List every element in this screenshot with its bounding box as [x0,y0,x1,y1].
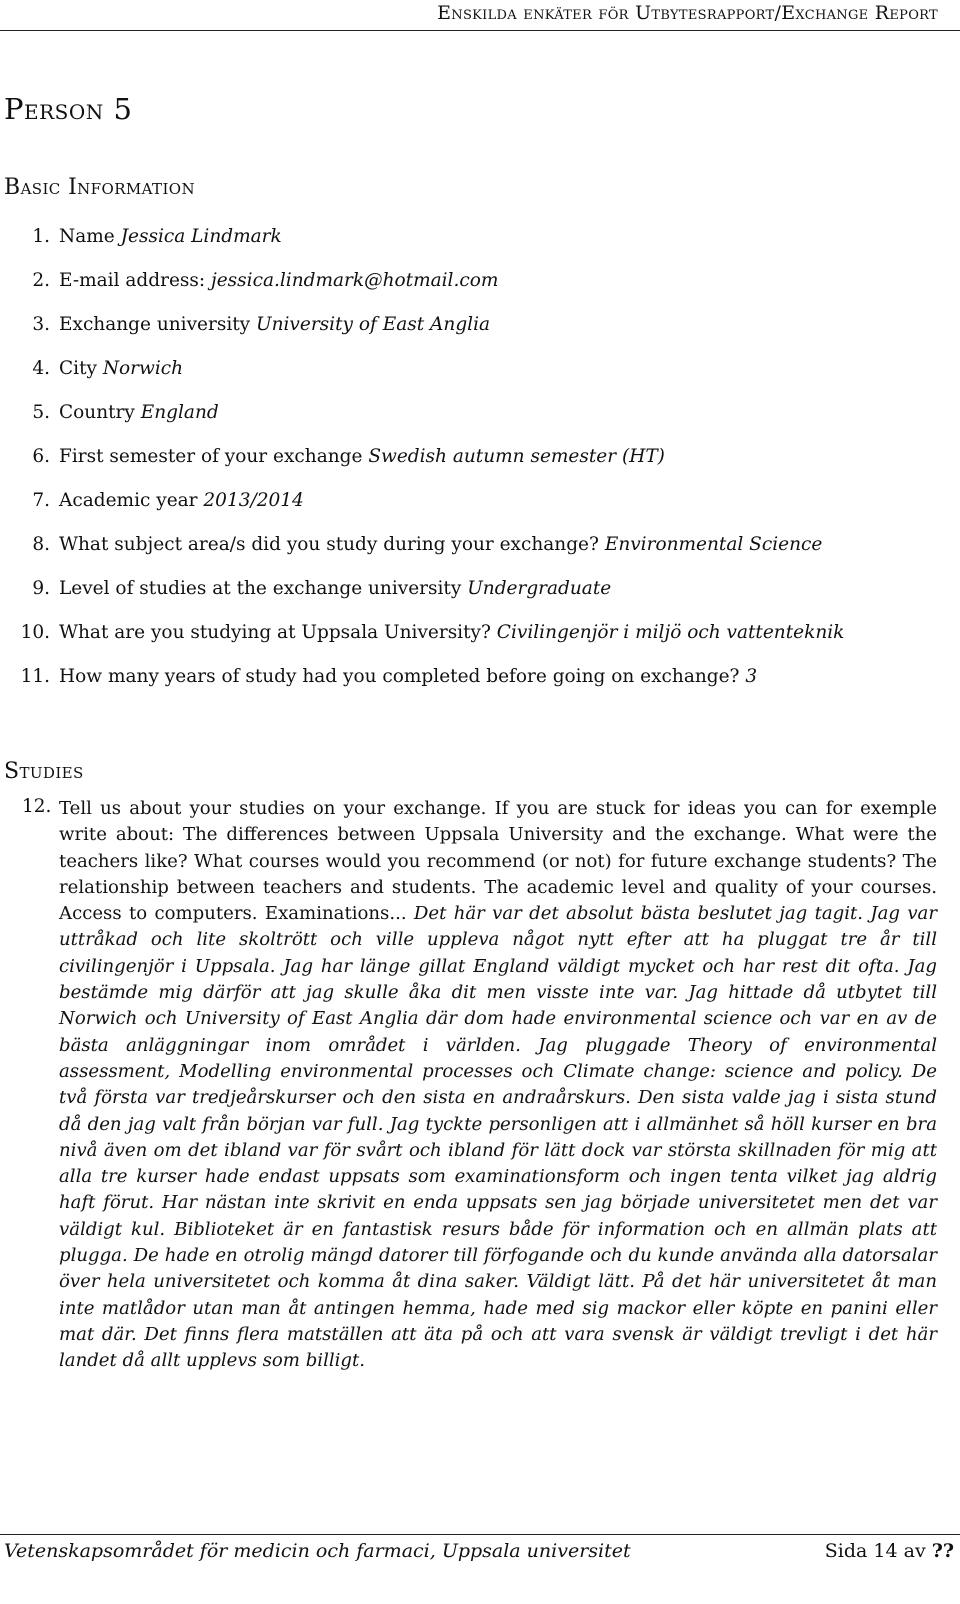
question-text: Country [59,402,141,423]
question-text: First semester of your exchange [59,446,369,467]
question-text: What are you studying at Uppsala University? [59,622,497,643]
page-total: ?? [931,1540,954,1562]
answer-text: Undergraduate [467,578,612,599]
header-rule [0,30,960,31]
question-number: 11. [20,666,50,687]
question-text: How many years of study had you completed before going on exchange? [59,666,746,687]
question-number: 1. [32,226,50,247]
answer-text: 3 [745,666,758,687]
question-text: Exchange university [59,314,256,335]
question-number: 9. [32,578,50,599]
section-title-basic-information: Basic Information [4,175,196,200]
answer-text: 2013/2014 [203,490,304,511]
page-number-prefix: Sida 14 av [824,1540,932,1562]
question-text: Tell us about your studies on your exchange. If you are stuck for ideas you can for exemple write about: The differences between Uppsala University and the exchange. What were the teachers like? What courses would you recommend (or not) for future exchange students? The relationship between teachers and students. The academic level and quality of your courses. Access to computers. Examinations... [59,798,937,925]
question-text: Academic year [59,490,204,511]
question-number: 7. [32,490,50,511]
answer-text: Swedish autumn semester (HT) [368,446,665,467]
question-text: What subject area/s did you study during your exchange? [59,534,605,555]
answer-text: Norwich [102,358,184,379]
answer-text: University of East Anglia [256,314,491,335]
question-number: 2. [32,270,50,291]
question-text: City [59,358,103,379]
answer-text: jessica.lindmark@hotmail.com [211,270,499,291]
question-number: 6. [32,446,50,467]
question-number: 5. [32,402,50,423]
question-number: 12. [22,796,52,817]
answer-text: Environmental Science [604,534,823,555]
question-text: E-mail address: [59,270,211,291]
page-number [825,1540,954,1562]
running-header: Enskilda enkäter för Utbytesrapport/Exchange Report [437,2,938,24]
section-title-studies: Studies [4,759,84,784]
answer-text: Civilingenjör i miljö och vattenteknik [496,622,845,643]
question-text: Level of studies at the exchange university [59,578,468,599]
footer-institution: Vetenskapsområdet för medicin och farmaci, Uppsala universitet [4,1540,631,1562]
question-text: Name [59,226,121,247]
question-number: 3. [32,314,50,335]
footer-rule [0,1534,960,1535]
question-number: 8. [32,534,50,555]
question-number: 10. [20,622,50,643]
person-title: Person 5 [4,92,133,126]
answer-text: Det här var det absolut bästa beslutet jag tagit. Jag var uttråkad och lite skoltrött och ville uppleva något nytt efter att ha pluggat tre år till civilingenjör i Uppsala. Jag har länge gillat England väldigt mycket och har rest dit ofta. Jag bestämde mig därför att jag skulle åka dit men visste inte var. Jag hittade då utbytet till Norwich och University of East Anglia där dom hade environmental science och var en av de bästa anläggningar inom området i världen. Jag pluggade Theory of environmental assessment, Modelling environmental processes och Climate change: science and policy. De två första var tredjeårskurser och den sista en andraårskurs. Den sista valde jag i sista stund då den jag valt från början var full. Jag tyckte personligen att i allmänhet så höll kurser en bra nivå även om det ibland var för svårt och ibland för lätt dock var största skillnaden för mig att alla tre kurser hade endast uppsats som examinationsform och ingen tenta vilket jag aldrig haft förut. Har nästan inte skrivit en enda uppsats sen jag började universitetet men det var väldigt kul. Biblioteket är en fantastisk resurs både för information och en allmän plats att plugga. De hade en otrolig mängd datorer till förfogande och du kunde använda alla datorsalar över hela universitetet och komma åt dina saker. Väldigt lätt. På det här universitetet åt man inte matlådor utan man åt antingen hemma, hade med sig mackor eller köpte en panini eller mat där. Det finns flera matställen att äta på och att vara svensk är väldigt trevligt i det här landet då allt upplevs som billigt. [59,903,937,1372]
answer-text: Jessica Lindmark [120,226,282,247]
question-paragraph [59,796,937,1375]
answer-text: England [140,402,219,423]
question-number: 4. [32,358,50,379]
